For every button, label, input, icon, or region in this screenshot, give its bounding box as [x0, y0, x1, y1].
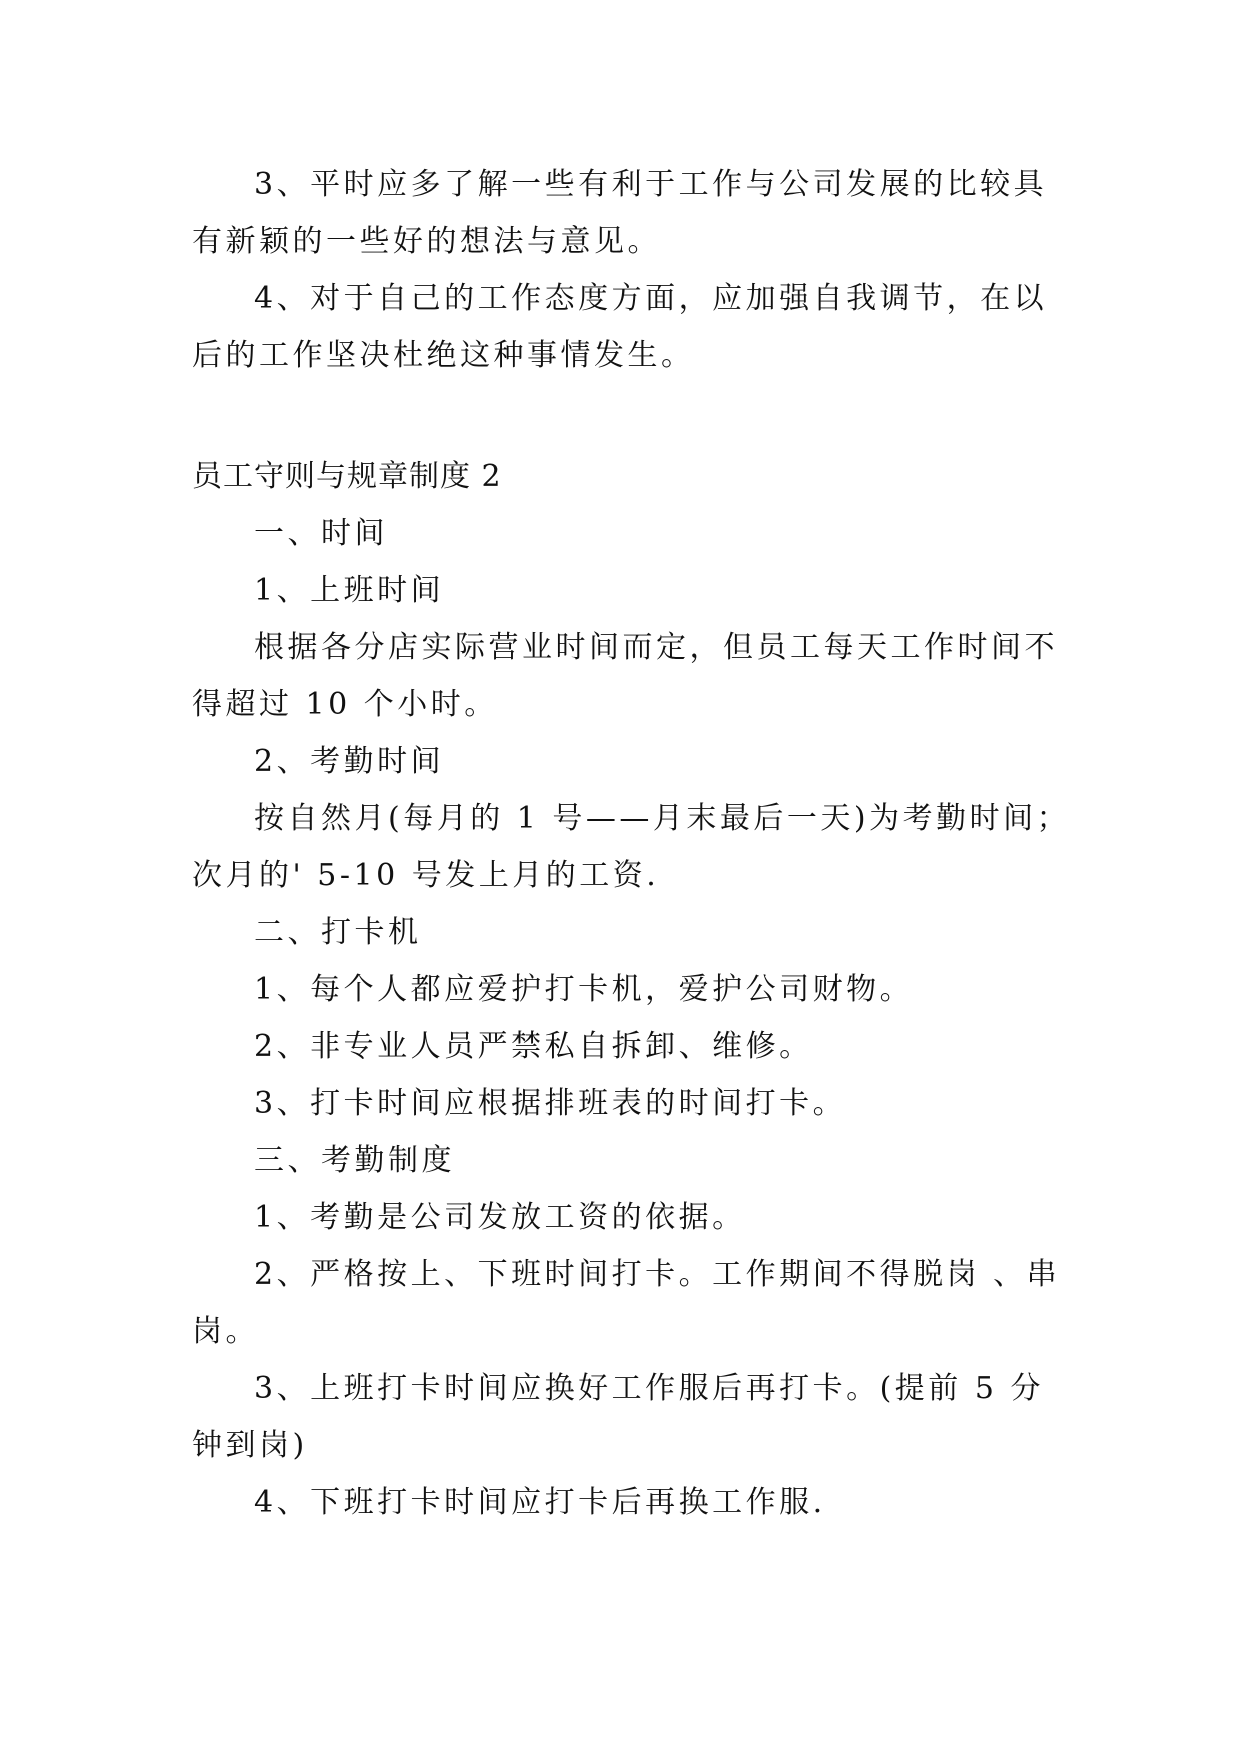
- paragraph-line: 根据各分店实际营业时间而定，但员工每天工作时间不: [254, 630, 1058, 665]
- paragraph-line: 有新颖的一些好的想法与意见。: [192, 224, 661, 259]
- section-title: 员工守则与规章制度 2: [192, 459, 502, 494]
- list-item-continuation: 岗。: [192, 1314, 259, 1349]
- list-item: 4、下班打卡时间应打卡后再换工作服.: [254, 1485, 826, 1520]
- paragraph-line: 按自然月(每月的 1 号——月末最后一天)为考勤时间；: [254, 801, 1071, 836]
- heading-line: 三、考勤制度: [254, 1143, 455, 1178]
- heading-line: 二、打卡机: [254, 915, 422, 950]
- paragraph-line: 4、对于自己的工作态度方面，应加强自我调节，在以: [254, 281, 1048, 316]
- paragraph-line: 次月的' 5-10 号发上月的工资.: [192, 858, 660, 893]
- paragraph-line: 得超过 10 个小时。: [192, 687, 498, 722]
- paragraph-line: 3、平时应多了解一些有利于工作与公司发展的比较具: [254, 167, 1048, 202]
- list-item: 2、非专业人员严禁私自拆卸、维修。: [254, 1029, 813, 1064]
- paragraph-line: 后的工作坚决杜绝这种事情发生。: [192, 338, 695, 373]
- list-item: 2、严格按上、下班时间打卡。工作期间不得脱岗 、串: [254, 1257, 1061, 1292]
- subheading-line: 2、考勤时间: [254, 744, 445, 779]
- heading-line: 一、时间: [254, 516, 388, 551]
- list-item: 3、打卡时间应根据排班表的时间打卡。: [254, 1086, 847, 1121]
- list-item: 1、每个人都应爱护打卡机，爱护公司财物。: [254, 972, 914, 1007]
- list-item: 3、上班打卡时间应换好工作服后再打卡。(提前 5 分: [254, 1371, 1044, 1406]
- subheading-line: 1、上班时间: [254, 573, 445, 608]
- list-item: 1、考勤是公司发放工资的依据。: [254, 1200, 746, 1235]
- list-item-continuation: 钟到岗): [192, 1428, 308, 1463]
